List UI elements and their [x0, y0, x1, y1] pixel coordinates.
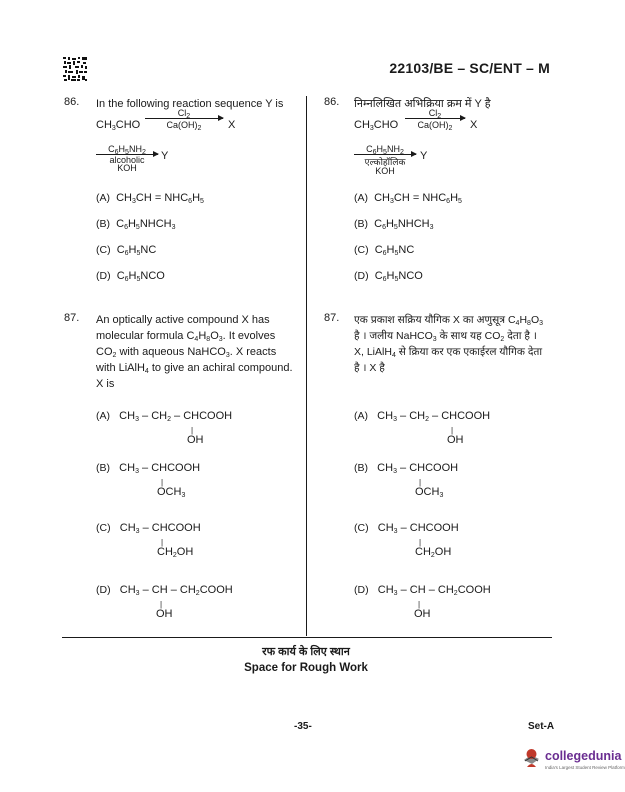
q87-hi-b-sub: $OCH_3$ — [415, 486, 444, 499]
logo-tagline: India's Largest Student Review Platform — [545, 765, 625, 770]
q87-b-bond: | — [161, 478, 164, 487]
q87-hi-option-a[interactable]: (A) $CH_3 - CH_2$ – CHCOOH — [354, 410, 491, 423]
rough-work-english: Space for Rough Work — [244, 662, 368, 674]
q86-hi-product-y: Y — [420, 150, 428, 162]
q87-number: 87. — [64, 312, 80, 324]
q86-text: In the following reaction sequence Y is — [96, 98, 284, 110]
set-label: Set-A — [528, 721, 555, 732]
q86-option-d[interactable]: (D) $C_6H_5NCO$ — [96, 270, 165, 283]
q86-hi-arrow-2: $C_6H_5NH_2$ एल्कोहॉलिक KOH — [354, 144, 416, 176]
qr-code-icon — [62, 56, 88, 82]
q87-hi-a-bond: | — [451, 426, 454, 435]
q87-hi-option-d[interactable]: (D) $CH_3$ – CH – $CH_2COOH$ — [354, 584, 491, 597]
q86-option-b[interactable]: (B) $C_6H_5NHCH_3$ — [96, 218, 176, 231]
q86-option-a[interactable]: (A) $CH_3CH = NHC_6H_5$ — [96, 192, 204, 205]
q87-hi-b-bond: | — [419, 478, 422, 487]
q86-reactant: $CH_3CHO$ — [96, 119, 141, 132]
logo-wordmark: collegedunia — [545, 749, 622, 763]
q86-arrow-1: $Cl_2$ $Ca(OH)_2$ — [145, 108, 223, 130]
q86-hi-reactant: $CH_3CHO$ — [354, 119, 399, 132]
q86-hi-arrow-1: $Cl_2$ $Ca(OH)_2$ — [405, 108, 465, 130]
q86-product-y: Y — [161, 150, 169, 162]
q87-hi-c-bond: | — [419, 538, 422, 547]
exam-code: 22103/BE – SC/ENT – M — [389, 60, 550, 76]
q87-a-sub: OH — [187, 434, 204, 446]
q87-option-c[interactable]: (C) $CH_3$ – CHCOOH — [96, 522, 201, 535]
q87-d-bond: | — [160, 600, 163, 609]
q86-arrow-2: $C_6H_5NH_2$ alcoholic KOH — [96, 144, 158, 173]
rough-work-hindi: रफ कार्य के लिए स्थान — [262, 646, 350, 658]
q86-hi-option-d[interactable]: (D) $C_6H_5NCO$ — [354, 270, 423, 283]
q86-hi-product-x: X — [470, 119, 478, 131]
q87-c-bond: | — [161, 538, 164, 547]
q87-hi-d-bond: | — [418, 600, 421, 609]
q87-hi-d-sub: OH — [414, 608, 431, 620]
q86-hi-text: निम्नलिखित अभिक्रिया क्रम में Y है — [354, 98, 491, 110]
q87-hi-c-sub: $CH_2OH$ — [415, 546, 452, 559]
q87-hi-option-b[interactable]: (B) $CH_3$ – CHCOOH — [354, 462, 459, 475]
rough-work-divider — [62, 637, 552, 638]
q87-a-bond: | — [191, 426, 194, 435]
q86-product-x: X — [228, 119, 236, 131]
q86-hi-number: 86. — [324, 96, 340, 108]
q86-hi-option-a[interactable]: (A) $CH_3CH = NHC_6H_5$ — [354, 192, 462, 205]
q86-option-c[interactable]: (C) $C_6H_5NC$ — [96, 244, 157, 257]
q87-c-sub: $CH_2OH$ — [157, 546, 194, 559]
q87-hi-text: एक प्रकाश सक्रिय यौगिक X का अणुसूत्र $C_4H_8O_3$ है । जलीय NaHCO$_3$ के साथ यह $CO_2$ देता है । X, LiAlH$_4$ से क्रिया कर एक एकाईरल यौगिक देता है । X है — [354, 314, 544, 374]
q87-hi-a-sub: OH — [447, 434, 464, 446]
q87-option-a[interactable]: (A) $CH_3 - CH_2$ – CHCOOH — [96, 410, 233, 423]
collegedunia-logo-icon — [519, 746, 544, 770]
q87-d-sub: OH — [156, 608, 173, 620]
q87-b-sub: $OCH_3$ — [157, 486, 186, 499]
q87-option-b[interactable]: (B) $CH_3$ – CHCOOH — [96, 462, 201, 475]
page-number: -35- — [294, 721, 312, 732]
q86-hi-option-b[interactable]: (B) $C_6H_5NHCH_3$ — [354, 218, 434, 231]
column-divider — [306, 96, 307, 636]
q86-hi-option-c[interactable]: (C) $C_6H_5NC$ — [354, 244, 415, 257]
q87-hi-number: 87. — [324, 312, 340, 324]
q87-option-d[interactable]: (D) $CH_3$ – CH – $CH_2COOH$ — [96, 584, 233, 597]
q87-text: An optically active compound X has molecular formula $C_4H_8O_3$. It evolves $CO_2$ with aqueous NaHCO$_3$. X reacts with LiAlH$_4$ to give an achiral compound. X is — [96, 314, 293, 390]
q86-number: 86. — [64, 96, 80, 108]
q87-hi-option-c[interactable]: (C) $CH_3$ – CHCOOH — [354, 522, 459, 535]
